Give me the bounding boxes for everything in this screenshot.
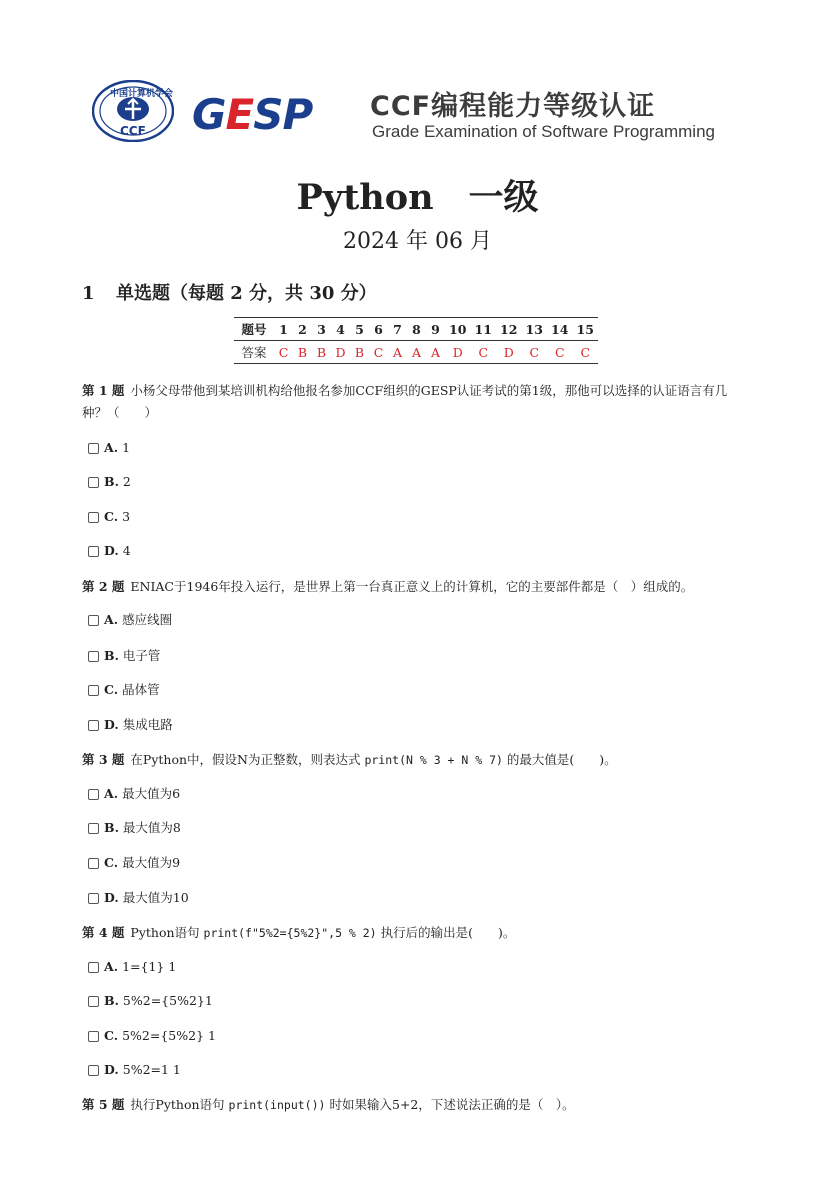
question-text-tail: 执行后的输出是( )。	[380, 925, 516, 940]
option-text: 1	[122, 440, 131, 455]
option-text: 3	[122, 509, 131, 524]
section-heading	[82, 279, 377, 305]
answer-table	[234, 317, 598, 364]
question-2-option-d[interactable]	[88, 717, 173, 733]
option-text: 5%2=1 1	[122, 1062, 181, 1077]
question-label: 第 3 题	[82, 752, 125, 767]
question-number-cell: 13	[522, 318, 548, 341]
question-2-option-a[interactable]	[88, 612, 172, 628]
answer-cell: A	[411, 344, 422, 360]
question-1-option-c[interactable]	[88, 509, 130, 525]
option-text: 最大值为10	[122, 890, 189, 905]
seal-text-top: 中国计算机学会	[110, 89, 174, 99]
checkbox-icon[interactable]	[88, 685, 99, 696]
option-text: 集成电路	[122, 717, 173, 732]
option-letter: C.	[104, 1028, 119, 1043]
checkbox-icon[interactable]	[88, 823, 99, 834]
option-letter: A.	[104, 959, 119, 974]
question-number-cell: 8	[407, 318, 426, 341]
question-2-option-c[interactable]	[88, 682, 160, 698]
option-text: 感应线圈	[122, 612, 173, 627]
option-text: 4	[122, 543, 131, 558]
question-text-tail: 时如果输入5+2，下述说法正确的是（ ）。	[329, 1097, 575, 1112]
inline-code: print(input())	[228, 1098, 326, 1112]
option-letter: C.	[104, 855, 119, 870]
option-letter: C.	[104, 509, 119, 524]
question-text: ENIAC于1946年投入运行，是世界上第一台真正意义上的计算机，它的主要部件都是（ ）组成的。	[130, 579, 694, 594]
gesp-logo-text: GESP	[192, 90, 313, 139]
checkbox-icon[interactable]	[88, 996, 99, 1007]
option-letter: A.	[104, 440, 119, 455]
ccf-certification-subtitle: Grade Examination of Software Programming	[372, 122, 715, 141]
question-text: 小杨父母带他到某培训机构给他报名参加CCF组织的GESP认证考试的第1级，那他可以选择的认证语言有几种？（ ）	[82, 383, 728, 420]
checkbox-icon[interactable]	[88, 443, 99, 454]
checkbox-icon[interactable]	[88, 1065, 99, 1076]
answer-cell: A	[392, 344, 403, 360]
question-number-cell: 2	[293, 318, 312, 341]
question-label: 第 4 题	[82, 925, 125, 940]
answer-cell: C	[278, 344, 289, 360]
checkbox-icon[interactable]	[88, 789, 99, 800]
ccf-certification-title: CCF编程能力等级认证	[370, 91, 656, 122]
answer-cell: C	[373, 344, 384, 360]
option-text: 晶体管	[122, 682, 160, 697]
question-number-cell: 5	[350, 318, 369, 341]
document-title: Python 一级	[296, 177, 539, 218]
checkbox-icon[interactable]	[88, 477, 99, 488]
question-3-option-d[interactable]	[88, 890, 189, 906]
checkbox-icon[interactable]	[88, 615, 99, 626]
question-number-cell: 10	[445, 318, 471, 341]
question-4-option-a[interactable]	[88, 959, 176, 975]
answer-cell: D	[452, 344, 463, 360]
answer-cell: C	[580, 344, 591, 360]
question-3-option-a[interactable]	[88, 786, 180, 802]
question-1-stem	[82, 380, 752, 424]
question-number-cell: 6	[369, 318, 388, 341]
option-letter: D.	[104, 543, 119, 558]
question-3-option-c[interactable]	[88, 855, 180, 871]
question-label: 第 1 题	[82, 383, 125, 398]
gesp-logo	[192, 90, 312, 139]
question-3-option-b[interactable]	[88, 820, 181, 836]
question-1-option-a[interactable]	[88, 440, 130, 456]
option-letter: B.	[104, 648, 119, 663]
question-number-cell: 1	[274, 318, 293, 341]
option-letter: A.	[104, 786, 119, 801]
question-4-option-c[interactable]	[88, 1028, 216, 1044]
checkbox-icon[interactable]	[88, 651, 99, 662]
option-letter: D.	[104, 890, 119, 905]
option-letter: D.	[104, 1062, 119, 1077]
answer-cell: C	[529, 344, 540, 360]
question-4-stem	[82, 922, 752, 944]
checkbox-icon[interactable]	[88, 893, 99, 904]
question-number-cell: 12	[496, 318, 522, 341]
question-text: 在Python中，假设N为正整数，则表达式	[130, 752, 361, 767]
answer-cell: D	[335, 344, 346, 360]
checkbox-icon[interactable]	[88, 858, 99, 869]
answer-cell: B	[297, 344, 308, 360]
option-letter: A.	[104, 612, 119, 627]
answer-cell: B	[354, 344, 365, 360]
checkbox-icon[interactable]	[88, 512, 99, 523]
answer-table-header-row	[234, 318, 598, 341]
option-letter: B.	[104, 993, 119, 1008]
question-number-cell: 7	[388, 318, 407, 341]
section-title: 单选题（每题 2 分，共 30 分）	[116, 283, 377, 304]
answer-table-answer-label: 答案	[241, 345, 267, 360]
question-1-option-d[interactable]	[88, 543, 131, 559]
question-4-option-b[interactable]	[88, 993, 213, 1009]
question-5-stem	[82, 1094, 752, 1116]
question-4-option-d[interactable]	[88, 1062, 181, 1078]
option-text: 5%2={5%2} 1	[122, 1028, 216, 1043]
question-number-cell: 14	[547, 318, 573, 341]
question-label: 第 5 题	[82, 1097, 125, 1112]
option-letter: D.	[104, 717, 119, 732]
question-2-stem	[82, 576, 752, 598]
inline-code: print(f"5%2={5%2}",5 % 2)	[203, 926, 377, 940]
answer-cell: B	[316, 344, 327, 360]
question-text: Python语句	[130, 925, 200, 940]
option-letter: B.	[104, 474, 119, 489]
option-text: 2	[122, 474, 131, 489]
question-number-cell: 9	[426, 318, 445, 341]
question-label: 第 2 题	[82, 579, 125, 594]
answer-cell: A	[430, 344, 441, 360]
question-text-tail: 的最大值是( )。	[506, 752, 617, 767]
answer-cell: C	[478, 344, 489, 360]
question-text: 执行Python语句	[130, 1097, 225, 1112]
option-text: 最大值为8	[122, 820, 181, 835]
question-number-cell: 15	[573, 318, 599, 341]
answer-cell: C	[554, 344, 565, 360]
inline-code: print(N % 3 + N % 7)	[364, 753, 503, 767]
option-text: 5%2={5%2}1	[122, 993, 213, 1008]
checkbox-icon[interactable]	[88, 1031, 99, 1042]
option-text: 最大值为6	[122, 786, 181, 801]
section-number: 1	[82, 283, 95, 304]
seal-text-bottom: CCF	[120, 124, 146, 138]
answer-table-answer-row	[234, 341, 598, 364]
question-3-stem	[82, 749, 752, 771]
answer-table-head-label: 题号	[234, 318, 274, 341]
document-date: 2024 年 06 月	[343, 229, 492, 254]
option-text: 最大值为9	[122, 855, 181, 870]
question-2-option-b[interactable]	[88, 648, 160, 664]
question-1-option-b[interactable]	[88, 474, 131, 490]
option-letter: C.	[104, 682, 119, 697]
answer-cell: D	[503, 344, 514, 360]
option-text: 1={1} 1	[122, 959, 177, 974]
option-letter: B.	[104, 820, 119, 835]
exam-header	[92, 80, 752, 150]
checkbox-icon[interactable]	[88, 720, 99, 731]
question-number-cell: 4	[331, 318, 350, 341]
question-number-cell: 11	[471, 318, 497, 341]
question-number-cell: 3	[312, 318, 331, 341]
option-text: 电子管	[122, 648, 161, 663]
checkbox-icon[interactable]	[88, 546, 99, 557]
checkbox-icon[interactable]	[88, 962, 99, 973]
